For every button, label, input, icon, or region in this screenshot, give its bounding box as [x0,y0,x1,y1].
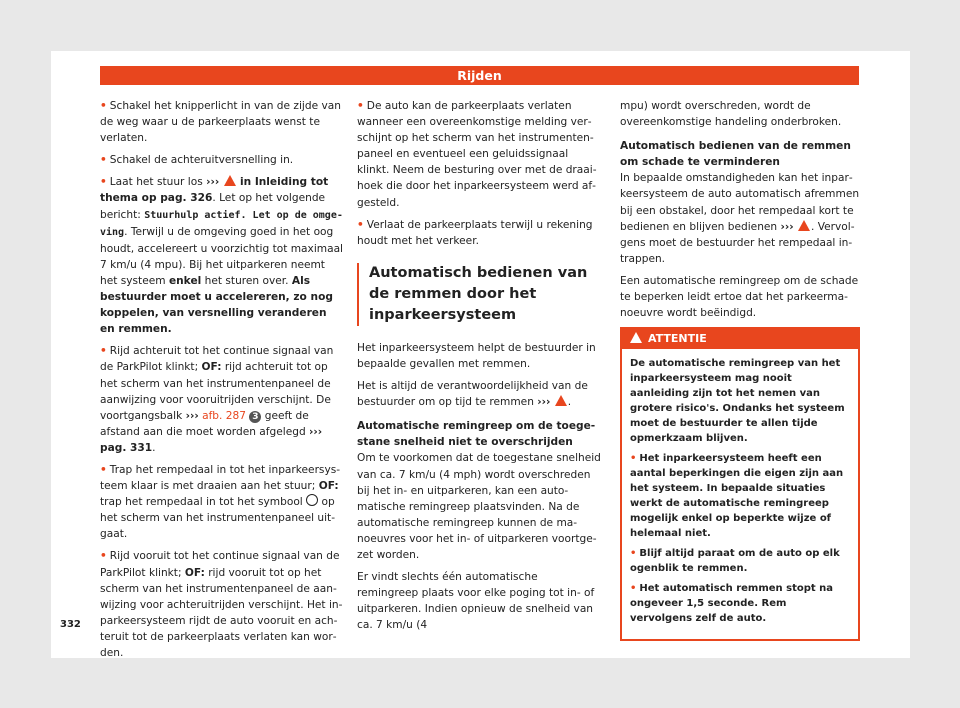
warning-box [620,327,860,641]
bullet-icon: • [100,154,107,167]
column-2 [357,98,601,639]
paragraph: De automatische remingreep van het inparkeersysteem mag nooit aanleiding zijn tot het nemen van grotere risico's. Ondanks het systeem moet de bestuurder te allen tijde opmerkzaam blijven. [630,358,845,445]
callout-number-icon: 3 [249,411,261,423]
steering-symbol-icon [306,494,318,506]
paragraph: Er vindt slechts één automatische remingreep plaats voor elke poging tot in- of uitparkeren. Indien opnieuw de snelheid van ca. 7 km/u (4 [357,571,595,632]
warning-icon [630,332,642,343]
subheading: Automatisch bedienen van de remmen om schade te verminderen [620,140,851,169]
list-item: • Laat het stuur los ››› in Inleiding tot thema op pag. 326. Let op het volgende bericht: Stuurhulp actief. Let op de omgeving. Terwijl u de omgeving goed in het oog houdt, accelereert u voorzichtig tot maximaal 7 km/u (4 mpu). Bij het uitparkeren neemt het systeem enkel het sturen over. Als bestuurder moet u accelereren, zo nog koppelen, van versnelling veranderen en remmen. [100,176,344,336]
bullet-icon: • [100,176,107,189]
bullet-icon: • [630,453,637,465]
list-item: • Het automatisch remmen stopt na ongeveer 1,5 seconde. Rem vervolgens zelf de auto. [630,583,834,625]
list-item: • Verlaat de parkeerplaats terwijl u rekening houdt met het verkeer. [357,218,593,247]
bullet-icon: • [100,345,107,358]
list-item: • Schakel de achteruitversnelling in. [100,154,294,167]
bullet-icon: • [357,100,364,112]
paragraph: Een automatische remingreep om de schade te beperken leidt ertoe dat het parkeermanoeuvre wordt beëindigd. [620,274,859,320]
page-reference-link[interactable]: ››› pag. 331 [100,425,323,454]
paragraph: In bepaalde omstandigheden kan het inparkeersysteem de auto automatisch afremmen bij een obstakel, door het rempedaal kort te bedienen en blijven bedienen ››› . Vervolgens moet de bestuurder het rempedaal intrappen. [620,172,860,265]
column-1 [100,98,344,667]
list-item: • Blijf altijd paraat om de auto op elk ogenblik te remmen. [630,548,840,575]
list-item: • Schakel het knipperlicht in van de zijde van de weg waar u de parkeerplaats wenst te verlaten. [100,100,341,145]
warning-header: ATTENTIE [622,329,858,349]
paragraph: Om te voorkomen dat de toegestane snelheid van ca. 7 km/u (4 mph) wordt overschreden bij het in- en uitparkeren, kan een automatische remingreep plaatsvinden. Na de automatische remingreep kunnen de manoeuvres voor het in- of uitparkeren voortgezet worden. [357,452,601,561]
page-number: 332 [60,619,81,630]
paragraph: Het is altijd de verantwoordelijkheid van de bestuurder om op tijd te remmen ››› . [357,380,588,409]
section-title: Automatisch bedienen van de remmen door het inparkeersysteem [357,263,601,326]
column-3 [620,98,860,641]
warning-body [622,349,858,626]
bullet-icon: • [630,583,637,595]
warning-icon [555,395,567,406]
bullet-icon: • [357,218,364,231]
list-item: • De auto kan de parkeerplaats verlaten wanneer een overeenkomstige melding verschijnt op het scherm van het instrumentenpaneel en eventueel een geluidssignaal klinkt. Neem de besturing over met de draaihoek die door het inparkeersysteem werd afgesteld. [357,100,597,209]
list-item: • Rijd achteruit tot het continue signaal van de ParkPilot klinkt; OF: rijd achteruit tot op het scherm van het instrumentenpaneel de aanwijzing voor vooruitrijden verschijnt. De voortgangsbalk ››› afb. 287 3 geeft de afstand aan die moet worden afgelegd ››› pag. 331. [100,345,334,454]
bullet-icon: • [100,550,107,563]
list-item: • Trap het rempedaal in tot het inparkeersysteem klaar is met draaien aan het stuur; OF: trap het rempedaal in tot het symbool op het scherm van het instrumentenpaneel uitgaat. [100,463,341,541]
system-message: Stuurhulp actief. Let op de omgeving [100,209,343,238]
list-item: • Rijd vooruit tot het continue signaal van de ParkPilot klinkt; OF: rijd vooruit tot op het scherm van het instrumentenpaneel de aanwijzing voor achteruitrijden verschijnt. Het inparkeersysteem rijdt de auto vooruit en achteruit tot de parkeerplaats verlaten kan worden. [100,550,343,659]
figure-link[interactable]: afb. 287 [202,409,246,422]
cross-reference-link[interactable]: in Inleiding tot thema op pag. 326 [100,176,329,205]
warning-icon [224,175,236,186]
warning-icon [798,220,810,231]
bullet-icon: • [630,548,637,560]
bullet-icon: • [100,463,107,476]
paragraph: mpu) wordt overschreden, wordt de overeenkomstige handeling onderbroken. [620,100,842,129]
paragraph: Het inparkeersysteem helpt de bestuurder in bepaalde gevallen met remmen. [357,341,596,370]
subheading: Automatische remingreep om de toegestane snelheid niet te overschrijden [357,420,596,449]
list-item: • Het inparkeersysteem heeft een aantal beperkingen die eigen zijn aan het systeem. In bepaalde situaties werkt de automatische remingreep mogelijk enkel op beperkte wijze of helemaal niet. [630,453,844,540]
page-header: Rijden [100,66,859,85]
bullet-icon: • [100,100,107,112]
